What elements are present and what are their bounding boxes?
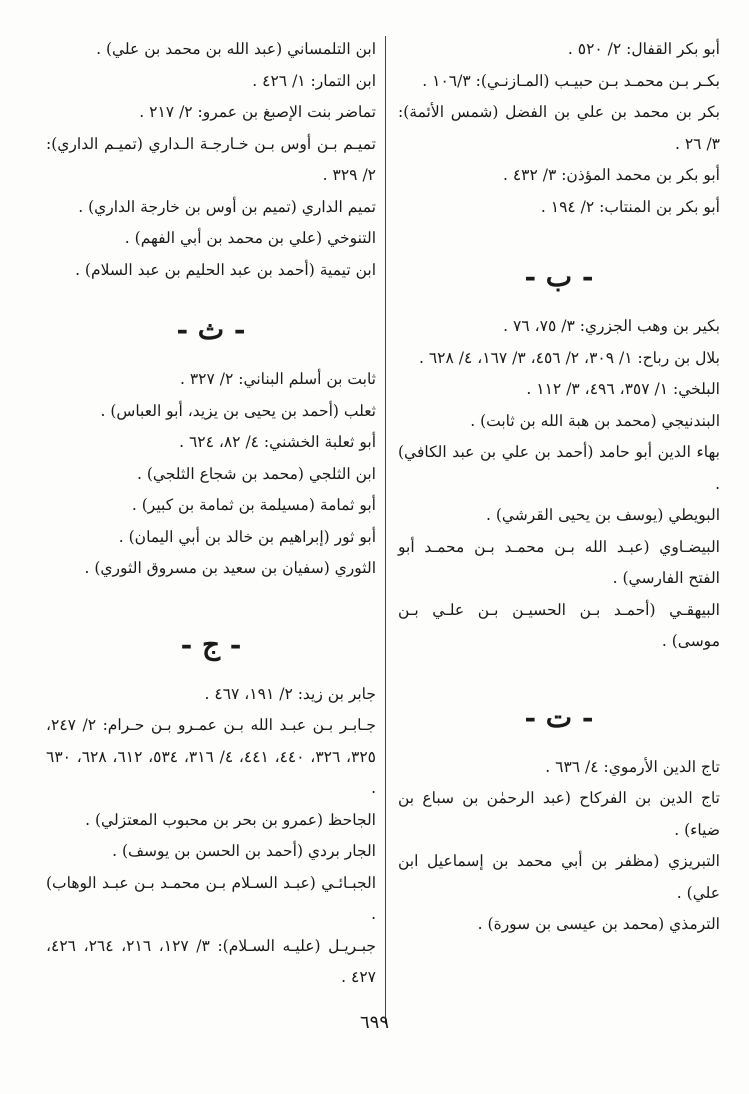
- index-entry: بهاء الدين أبو حامد (أحمد بن علي بن عبد الكافي) .: [398, 443, 720, 493]
- index-entry: البويطي (يوسف بن يحيى القرشي) .: [485, 506, 720, 524]
- index-entry: أبو ثور (إبراهيم بن خالد بن أبي اليمان) .: [118, 527, 376, 546]
- section-heading-tha: - ث -: [176, 313, 246, 346]
- left-column: [46, 34, 376, 994]
- section-heading-jim: - ج -: [180, 627, 242, 661]
- index-entry: الترمذي (محمد بن عيسى بن سورة) .: [477, 915, 720, 933]
- index-entry: جبـريـل (عليـه السـلام): ٣/ ١٢٧، ٢١٦، ٢٦٤، ٤٢٦، ٤٢٧ .: [46, 936, 377, 986]
- index-entry: ثابت بن أسلم البناني: ٢/ ٣٢٧ .: [179, 370, 376, 388]
- index-entry: تميـم بـن أوس بـن خـارجـة الـداري (تميـم الداري): ٢/ ٣٢٩ .: [46, 134, 376, 184]
- index-entry: بكر بن محمد بن علي بن الفضل (شمس الأئمة): ٣/ ٢٦ .: [398, 103, 720, 153]
- index-entry: الجار بردي (أحمد بن الحسن بن يوسف) .: [112, 842, 376, 860]
- index-entry: الثوري (سفيان بن سعيد بن مسروق الثوري) .: [84, 559, 376, 577]
- index-entry: جابر بن زيد: ٢/ ١٩١، ٤٦٧ .: [204, 684, 376, 703]
- index-entry: تميم الداري (تميم بن أوس بن خارجة الداري) .: [78, 197, 376, 216]
- index-entry: بلال بن رباح: ١/ ٣٠٩، ٢/ ٤٥٦، ٣/ ١٦٧، ٤/ ٦٢٨ .: [418, 348, 720, 367]
- index-entry: أبو بكر القفال: ٢/ ٥٢٠ .: [567, 40, 720, 58]
- index-entry: ابن تيمية (أحمد بن عبد الحليم بن عبد السلام) .: [75, 260, 376, 279]
- section-heading-ba: - ب -: [524, 260, 594, 293]
- index-entry: التبريزي (مظفر بن أبي محمد بن إسماعيل ابن علي) .: [398, 852, 720, 902]
- index-entry: تاج الدين بن الفركاح (عبد الرحمٰن بن سباع بن ضياء) .: [398, 789, 720, 839]
- index-entry: التنوخي (علي بن محمد بن أبي الفهم) .: [124, 229, 376, 247]
- section-heading-ta: - ت -: [524, 700, 594, 734]
- index-entry: أبو بكر بن المنتاب: ٢/ ١٩٤ .: [540, 197, 720, 216]
- index-entry: ابن التلمساني (عبد الله بن محمد بن علي) .: [96, 40, 376, 58]
- index-entry: البندنيجي (محمد بن هبة الله بن ثابت) .: [470, 411, 720, 430]
- index-entry: الجبـائـي (عبـد السـلام بـن محمـد بـن عبـد الوهاب) .: [46, 873, 376, 923]
- column-divider: [385, 36, 386, 1024]
- index-entry: البلخي: ١/ ٣٥٧، ٤٩٦، ٣/ ١١٢ .: [526, 380, 720, 398]
- index-entry: بكـر بـن محمـد بـن حبيـب (المـازنـي): ١٠٦/٣ .: [422, 71, 720, 90]
- index-entry: الجاحظ (عمرو بن بحر بن محبوب المعتزلي) .: [85, 810, 376, 829]
- index-entry: تماضر بنت الإصبغ بن عمرو: ٢/ ٢١٧ .: [139, 103, 376, 121]
- index-entry: البيضـاوي (عبـد الله بـن محمـد بـن محمـد أبو الفتح الفارسي) .: [398, 537, 720, 587]
- index-entry: أبو ثعلبة الخشني: ٤/ ٨٢، ٦٢٤ .: [179, 433, 376, 451]
- index-entry: ثعلب (أحمد بن يحيى بن يزيد، أبو العباس) .: [100, 401, 376, 420]
- index-entry: تاج الدين الأرموي: ٤/ ٦٣٦ .: [545, 757, 720, 776]
- index-entry: أبو بكر بن محمد المؤذن: ٣/ ٤٣٢ .: [502, 166, 720, 184]
- index-entry: جـابـر بـن عبـد الله بـن عمـرو بـن حـرام: ٢/ ٢٤٧، ٣٢٥، ٣٢٦، ٤٤٠، ٤٤١، ٤/ ٣١٦، ٥٣٤، ٦١٢، ٦٢٨، ٦٣٠ .: [46, 716, 377, 797]
- index-entry: البيهقـي (أحمـد بـن الحسيـن بـن علـي بـن موسى) .: [398, 600, 720, 650]
- page-number: ٦٩٩: [359, 1012, 389, 1033]
- index-entry: بكير بن وهب الجزري: ٣/ ٧٥، ٧٦ .: [503, 317, 720, 335]
- index-entry: ابن التمار: ١/ ٤٢٦ .: [252, 71, 376, 90]
- right-column: [398, 34, 720, 941]
- index-entry: أبو ثمامة (مسيلمة بن ثمامة بن كبير) .: [131, 496, 376, 514]
- index-entry: ابن الثلجي (محمد بن شجاع الثلجي) .: [136, 464, 376, 483]
